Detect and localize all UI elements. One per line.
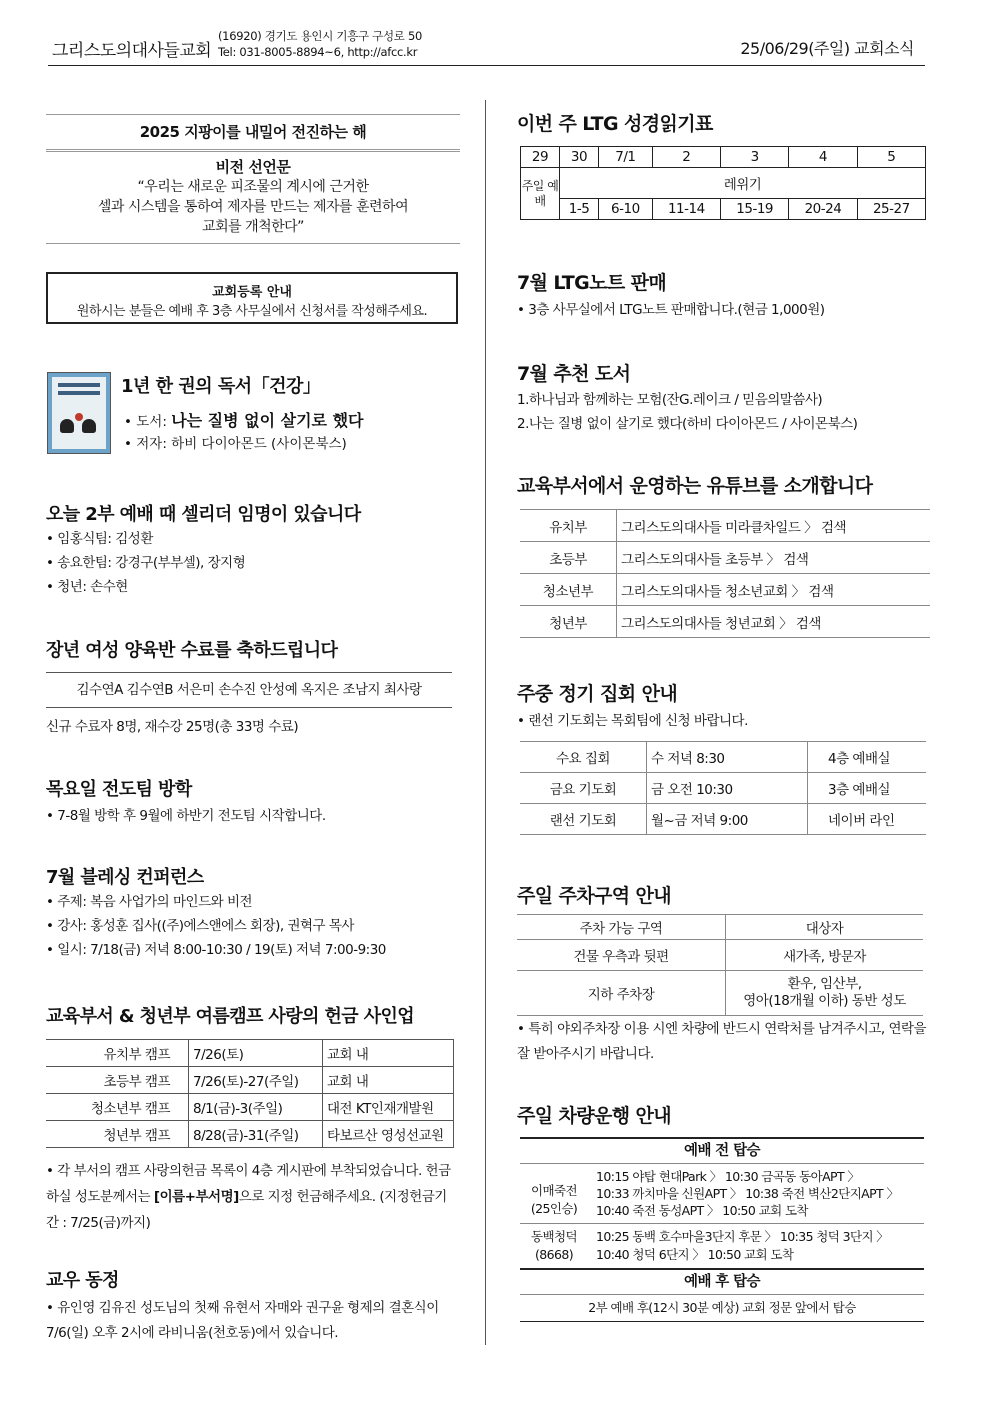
table-cell: 15-19 bbox=[721, 199, 789, 220]
parking-target: 영아(18개월 이하) 동반 성도 bbox=[743, 993, 906, 1009]
table-cell: 청년부 캠프 bbox=[46, 1121, 189, 1148]
blessing-heading: 7월 블레싱 컨퍼런스 bbox=[46, 867, 204, 888]
vision-quote-line: 셀과 시스템을 통하여 제자를 만드는 제자를 훈련하여 bbox=[97, 199, 409, 215]
news-item: • 유인영 김유진 성도님의 첫째 유현서 자매와 권구윤 형제의 결혼식이 7/6(일) 오후 2시에 라비니움(천호동)에서 있습니다. bbox=[46, 1300, 439, 1341]
table-row bbox=[517, 940, 923, 971]
bus-route-stops bbox=[588, 1228, 888, 1264]
table-row bbox=[46, 1121, 454, 1148]
camp-note-text: 각 부서의 캠프 사랑의헌금 목록이 4층 게시판에 부착되었습니다. 헌금하실 성도분께서는 bbox=[46, 1163, 451, 1205]
table-row bbox=[517, 915, 923, 940]
route-stops-line: 10:40 청덕 6단지 〉 10:50 교회 도착 bbox=[596, 1247, 794, 1262]
table-cell: 8/1(금)-3(주일) bbox=[189, 1094, 323, 1121]
graduate-names: 김수연A 김수연B 서은미 손수진 안성예 옥지은 조남지 최사랑 bbox=[46, 672, 452, 708]
table-cell: 25-27 bbox=[857, 199, 925, 220]
table-cell: 교회 내 bbox=[323, 1067, 454, 1094]
church-address bbox=[218, 28, 422, 60]
vision-quote bbox=[46, 177, 460, 244]
table-cell: 4층 예배실 bbox=[808, 742, 927, 773]
table-cell: 29 bbox=[521, 147, 560, 168]
bus-after-text: 2부 예배 후(12시 30분 예상) 교회 정문 앞에서 탑승 bbox=[520, 1295, 924, 1322]
rec-list bbox=[517, 388, 937, 436]
list-item: • 송요한팀: 강경구(부부셀), 장지형 bbox=[46, 551, 458, 575]
table-cell: 6-10 bbox=[599, 199, 653, 220]
route-stops-line: 10:15 야탑 현대Park 〉 10:30 금곡동 동아APT 〉 bbox=[596, 1169, 860, 1184]
table-row bbox=[517, 971, 923, 1016]
table-cell: 청소년부 bbox=[520, 574, 617, 606]
bus-route bbox=[520, 1224, 924, 1268]
table-row bbox=[520, 510, 930, 542]
news-heading: 교우 동정 bbox=[46, 1270, 119, 1291]
table-row bbox=[46, 1094, 454, 1121]
header-divider bbox=[48, 65, 925, 66]
contact-line: Tel: 031-8005-8894~6, http://afcc.kr bbox=[218, 45, 418, 59]
list-item: 1.하나님과 함께하는 모험(잔G.레이크 / 믿음의말씀사) bbox=[517, 392, 823, 408]
camp-note-text: 으로 지정 헌금해주세요. (지정헌금기간 : 7/25(금)까지) bbox=[46, 1189, 447, 1231]
table-row bbox=[521, 199, 926, 220]
vision-quote-line: 교회를 개척한다” bbox=[202, 219, 304, 235]
camp-heading: 교육부서 & 청년부 여름캠프 사랑의 헌금 사인업 bbox=[46, 1006, 415, 1027]
table-row bbox=[46, 1040, 454, 1067]
route-name: 이매죽전 bbox=[531, 1183, 577, 1198]
list-item: • 주제: 복음 사업가의 마인드와 비전 bbox=[46, 890, 458, 914]
table-cell: 유치부 캠프 bbox=[46, 1040, 189, 1067]
list-item: • 강사: 홍성훈 집사((주)에스앤에스 회장), 권혁구 목사 bbox=[46, 914, 458, 938]
women-heading: 장년 여성 양육반 수료를 축하드립니다 bbox=[46, 640, 338, 661]
registration-title: 교회등록 안내 bbox=[212, 285, 292, 300]
vision-subtitle: 비전 선언문 bbox=[215, 158, 291, 176]
registration-body: 원하시는 분들은 예배 후 3층 사무실에서 신청서를 작성해주세요. bbox=[76, 304, 428, 319]
address-line: (16920) 경기도 용인시 기흥구 구성로 50 bbox=[218, 29, 422, 43]
book-author: • 저자: 하비 다이아몬드 (사이몬북스) bbox=[124, 436, 347, 452]
cell-list bbox=[46, 527, 458, 599]
ltg-reading-table bbox=[520, 146, 926, 220]
table-row bbox=[520, 606, 930, 638]
table-cell: 20-24 bbox=[789, 199, 857, 220]
bus-heading: 주일 차량운행 안내 bbox=[517, 1105, 672, 1127]
cell-heading: 오늘 2부 예배 때 셀리더 임명이 있습니다 bbox=[46, 504, 361, 525]
table-cell: 4 bbox=[789, 147, 857, 168]
rec-heading: 7월 추천 도서 bbox=[517, 363, 631, 385]
table-cell: 3층 예배실 bbox=[808, 773, 927, 804]
youtube-heading: 교육부서에서 운영하는 유튜브를 소개합니다 bbox=[517, 475, 873, 497]
table-cell: 수 저녁 8:30 bbox=[647, 742, 808, 773]
book-heading: 1년 한 권의 독서「건강」 bbox=[121, 376, 321, 397]
list-item: • 임홍식팀: 김성환 bbox=[46, 527, 458, 551]
table-cell: 네이버 라인 bbox=[808, 804, 927, 835]
table-row bbox=[520, 804, 926, 835]
table-cell: 7/26(토)-27(주일) bbox=[189, 1067, 323, 1094]
table-cell: 30 bbox=[560, 147, 599, 168]
note-sale-list bbox=[517, 298, 929, 322]
meeting-table bbox=[520, 741, 926, 835]
bus-route-name bbox=[520, 1168, 588, 1219]
table-cell: 금 오전 10:30 bbox=[647, 773, 808, 804]
bus-schedule bbox=[520, 1137, 924, 1322]
blessing-list bbox=[46, 890, 458, 962]
book-author-text: 저자: 하비 다이아몬드 (사이몬북스) bbox=[136, 436, 347, 452]
table-cell: 초등부 bbox=[520, 542, 617, 574]
table-cell: 랜선 기도회 bbox=[520, 804, 647, 835]
table-cell: 대상자 bbox=[726, 915, 924, 940]
parking-heading: 주일 주차구역 안내 bbox=[517, 885, 672, 907]
table-cell: 월~금 저녁 9:00 bbox=[647, 804, 808, 835]
table-cell: 건물 우측과 뒷편 bbox=[517, 940, 726, 971]
table-row bbox=[521, 168, 926, 199]
bus-before-caption: 예배 전 탑승 bbox=[520, 1137, 924, 1164]
table-cell: 7/1 bbox=[599, 147, 653, 168]
bulletin-date-title: 25/06/29(주일) 교회소식 bbox=[740, 39, 914, 58]
table-cell: 5 bbox=[857, 147, 925, 168]
parking-note-text: 특히 야외주차장 이용 시엔 차량에 반드시 연락처를 남겨주시고, 연락을 잘 받아주시기 바랍니다. bbox=[517, 1021, 927, 1062]
graduate-summary: 신규 수료자 8명, 재수강 25명(총 33명 수료) bbox=[46, 719, 299, 735]
youtube-table bbox=[520, 509, 930, 638]
table-cell: 2 bbox=[652, 147, 720, 168]
list-item: 2.나는 질병 없이 살기로 했다(하비 다이아몬드 / 사이몬북스) bbox=[517, 416, 858, 432]
list-item: • 3층 사무실에서 LTG노트 판매합니다.(현금 1,000원) bbox=[517, 298, 929, 322]
table-row bbox=[46, 1067, 454, 1094]
news-text: 유인영 김유진 성도님의 첫째 유현서 자매와 권구윤 형제의 결혼식이 7/6(일) 오후 2시에 라비니움(천호동)에서 있습니다. bbox=[46, 1300, 439, 1341]
table-cell bbox=[726, 971, 924, 1016]
table-row bbox=[520, 742, 926, 773]
route-sub: (8668) bbox=[535, 1247, 573, 1262]
registration-box bbox=[46, 272, 458, 324]
list-item: • 청년: 손수현 bbox=[46, 575, 458, 599]
table-row bbox=[521, 147, 926, 168]
route-stops-line: 10:33 까치마을 신원APT 〉 10:38 죽전 벽산2단지APT 〉 bbox=[596, 1186, 899, 1201]
bus-after-caption: 예배 후 탑승 bbox=[520, 1268, 924, 1295]
table-cell: 청소년부 캠프 bbox=[46, 1094, 189, 1121]
book-cover-image bbox=[47, 372, 111, 454]
table-cell: 지하 주차장 bbox=[517, 971, 726, 1016]
table-cell: 유치부 bbox=[520, 510, 617, 542]
table-cell: 수요 집회 bbox=[520, 742, 647, 773]
table-cell: 7/26(토) bbox=[189, 1040, 323, 1067]
list-item: • 7-8월 방학 후 9월에 하반기 전도팀 시작합니다. bbox=[46, 804, 458, 828]
table-cell: 8/28(금)-31(주일) bbox=[189, 1121, 323, 1148]
table-row bbox=[520, 574, 930, 606]
meeting-heading: 주중 정기 집회 안내 bbox=[517, 683, 678, 705]
bus-route bbox=[520, 1164, 924, 1224]
note-sale-heading: 7월 LTG노트 판매 bbox=[517, 272, 667, 294]
vision-title: 2025 지팡이를 내밀어 전진하는 해 bbox=[46, 114, 460, 152]
meeting-note bbox=[517, 709, 929, 733]
table-cell: 그리스도의대사들 미라클차일드 〉 검색 bbox=[617, 510, 931, 542]
camp-note: • 각 부서의 캠프 사랑의헌금 목록이 4층 게시판에 부착되었습니다. 헌금하실 성도분께서는 [이름+부서명]으로 지정 헌금해주세요. (지정헌금기간 : 7/25(금)까지) bbox=[46, 1163, 451, 1231]
table-cell: 11-14 bbox=[652, 199, 720, 220]
bus-route-stops bbox=[588, 1168, 898, 1219]
evangel-list bbox=[46, 804, 458, 828]
table-cell: 그리스도의대사들 청년교회 〉 검색 bbox=[617, 606, 931, 638]
list-item: • 랜선 기도회는 목회팀에 신청 바랍니다. bbox=[517, 709, 929, 733]
table-cell: 레위기 bbox=[560, 168, 926, 199]
table-cell: 청년부 bbox=[520, 606, 617, 638]
book-title: 나는 질병 없이 살기로 했다 bbox=[171, 411, 364, 430]
table-cell: 그리스도의대사들 청소년교회 〉 검색 bbox=[617, 574, 931, 606]
table-cell: 1-5 bbox=[560, 199, 599, 220]
camp-table bbox=[46, 1039, 454, 1148]
table-cell: 초등부 캠프 bbox=[46, 1067, 189, 1094]
table-cell: 금요 기도회 bbox=[520, 773, 647, 804]
camp-note-bold: [이름+부서명] bbox=[153, 1189, 239, 1205]
book-title-line: • 도서: 나는 질병 없이 살기로 했다 bbox=[124, 411, 364, 430]
parking-note: • 특히 야외주차장 이용 시엔 차량에 반드시 연락처를 남겨주시고, 연락을 잘 받아주시기 바랍니다. bbox=[517, 1021, 927, 1062]
parking-target: 환우, 임산부, bbox=[787, 976, 862, 992]
table-cell: 대전 KT인재개발원 bbox=[323, 1094, 454, 1121]
table-cell: 3 bbox=[721, 147, 789, 168]
ltg-heading: 이번 주 LTG 성경읽기표 bbox=[517, 113, 713, 135]
route-name: 동백청덕 bbox=[531, 1229, 577, 1244]
vision-block bbox=[46, 114, 460, 244]
church-name: 그리스도의대사들교회 bbox=[52, 41, 212, 61]
bus-route-name bbox=[520, 1228, 588, 1264]
book-info bbox=[124, 410, 364, 455]
vision-quote-line: “우리는 새로운 피조물의 계시에 근거한 bbox=[137, 179, 369, 195]
table-cell: 그리스도의대사들 초등부 〉 검색 bbox=[617, 542, 931, 574]
parking-table bbox=[517, 914, 923, 1016]
route-stops-line: 10:25 동백 호수마을3단지 후문 〉 10:35 청덕 3단지 〉 bbox=[596, 1229, 889, 1244]
column-divider bbox=[485, 100, 486, 1345]
table-cell: 주차 가능 구역 bbox=[517, 915, 726, 940]
evangel-heading: 목요일 전도팀 방학 bbox=[46, 779, 192, 800]
table-cell: 타보르산 영성선교원 bbox=[323, 1121, 454, 1148]
table-row bbox=[520, 773, 926, 804]
list-item: • 일시: 7/18(금) 저녁 8:00-10:30 / 19(토) 저녁 7:00-9:30 bbox=[46, 938, 458, 962]
table-row bbox=[520, 542, 930, 574]
route-stops-line: 10:40 죽전 동성APT 〉 10:50 교회 도착 bbox=[596, 1203, 808, 1218]
table-cell: 주일 예배 bbox=[521, 168, 560, 220]
table-cell: 새가족, 방문자 bbox=[726, 940, 924, 971]
route-sub: (25인승) bbox=[530, 1201, 578, 1216]
book-label: 도서: bbox=[136, 414, 172, 430]
table-cell: 교회 내 bbox=[323, 1040, 454, 1067]
